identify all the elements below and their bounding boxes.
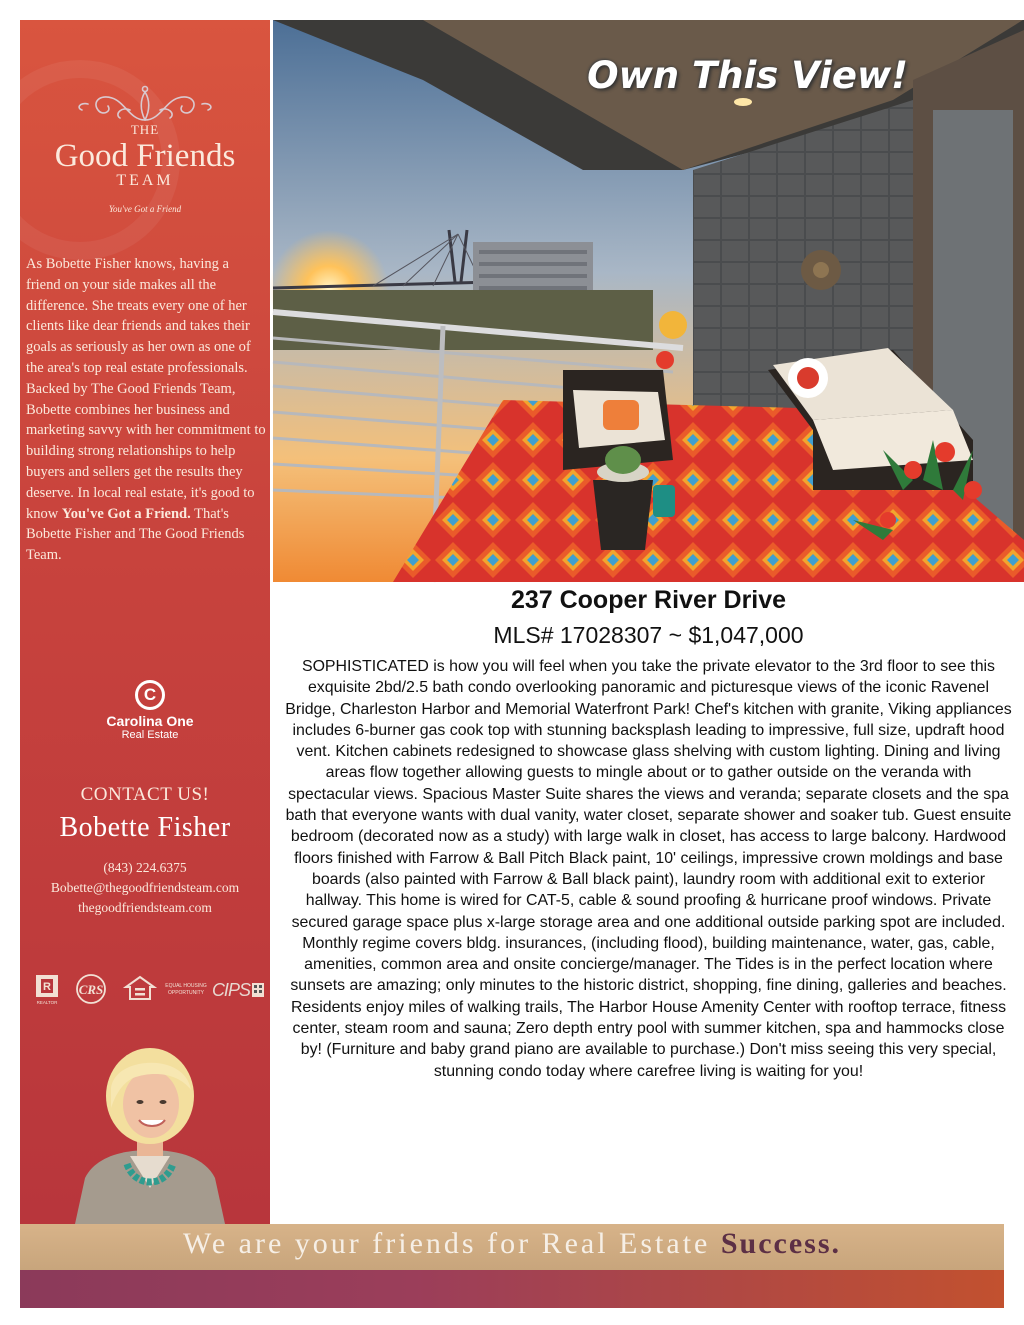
property-photo bbox=[273, 20, 1024, 582]
logo-the: THE bbox=[130, 122, 160, 137]
listing-headline: Own This View! bbox=[587, 54, 908, 97]
crs-label: CRS bbox=[78, 982, 104, 997]
bio-end: That's Bobette Fisher and The Good Friends Team. bbox=[26, 505, 245, 564]
equal-housing-text-icon bbox=[165, 974, 207, 1006]
agent-bio bbox=[26, 254, 266, 566]
agent-name: Bobette Fisher bbox=[59, 812, 231, 843]
agent-portrait bbox=[75, 1038, 225, 1224]
svg-text:EQUAL HOUSING: EQUAL HOUSING bbox=[165, 983, 207, 989]
team-logo bbox=[20, 80, 270, 214]
bio-emphasis: You've Got a Friend. bbox=[61, 505, 191, 522]
listing-address: 237 Cooper River Drive bbox=[510, 586, 787, 614]
svg-text:OPPORTUNITY: OPPORTUNITY bbox=[167, 990, 204, 996]
brokerage-logo bbox=[80, 680, 220, 741]
listing-mls-price: MLS# 17028307 ~ $1,047,000 bbox=[493, 622, 804, 648]
listing-description: SOPHISTICATED is how you will feel when you take the private elevator to the 3rd floor to see this exquisite 2bd/2.5 bath condo overlooking panoramic and picturesque views of the iconic Ravenel Bridge, Charleston Harbor and Memorial Waterfront Park! Chef's kitchen with granite, Viking appliances includes 6-burner gas cook top with stunning backsplash leading to impressive, full size, updraft hood vent. Kitchen cabinets redesigned to showcase glass shelving with custom lighting. Dining and living areas flow together allowing guests to mingle about or to gather outside on the veranda with spectacular views. Spacious Master Suite shares the views and veranda; separate closets and the spa bath that everyone wants with dual vanity, water closet, separate shower and soaker tub. Guest ensuite bedroom (decorated now as a study) with large walk in closet, has access to large balcony. Hardwood floors finished with Farrow & Ball Pitch Black paint, 10' ceilings, impressive crown moldings and base boards (also painted with Farrow & Ball black paint), laundry room with additional exit to exterior hallway. This home is wired for CAT-5, cable & sound proofing & hurricane proof windows. Private secured garage space plus x-large storage area and one additional outside parking spot are included. Monthly regime covers bldg. insurances, (including flood), building maintenance, water, gas, cable, amenities, common area and onsite concierge/manager. The Tides is in the perfect location where sunsets are amazing; only minutes to the historic district, shopping, fine dining, galleries and beaches. Residents enjoy miles of walking trails, The Harbor House Amenity Center with rooftop terrace, fitness center, steam room and sauna; Zero depth entry pool with summer kitchen, spa and hammocks close by! (Furniture and baby grand piano are available to purchase.) Don't miss seeing this very special, stunning condo today where carefree living is waiting for you! bbox=[285, 658, 1012, 1080]
contact-phone[interactable]: (843) 224.6375 bbox=[103, 860, 187, 875]
equal-housing-icon bbox=[120, 974, 160, 1006]
footer-gradient-bar bbox=[20, 1270, 1004, 1308]
svg-text:R: R bbox=[43, 981, 51, 993]
logo-team: TEAM bbox=[116, 172, 174, 189]
footer-tagline-text: We are your friends for Real Estate bbox=[182, 1227, 711, 1260]
contact-website[interactable]: thegoodfriendsteam.com bbox=[78, 900, 212, 915]
logo-name: Good Friends bbox=[54, 138, 236, 174]
balcony-scene bbox=[273, 20, 1024, 582]
realtor-icon bbox=[32, 974, 62, 1006]
cips-label: CIPS bbox=[211, 979, 250, 1000]
crs-icon bbox=[71, 974, 111, 1006]
carolina-one-mark-icon: C bbox=[135, 680, 165, 710]
bio-intro: As Bobette Fisher knows, having a friend on your side makes all the difference. She treats every one of her clients like dear friends and takes their goals as seriously as her own as one of the area's top real estate professionals. Backed by The Good Friends Team, Bobette combines her business and marketing savvy with her commitment to building strong relationships to help buyers and sellers get the results they deserve. In local real estate, it's good to know bbox=[26, 256, 266, 522]
certification-badges bbox=[32, 972, 264, 1008]
cips-icon bbox=[212, 974, 264, 1006]
contact-heading: CONTACT US! bbox=[80, 784, 210, 805]
contact-block bbox=[20, 784, 270, 918]
logo-tagline: You've Got a Friend bbox=[108, 204, 182, 214]
brokerage-sub: Real Estate bbox=[121, 729, 179, 741]
ornament-icon bbox=[70, 80, 220, 128]
realtor-label: REALTOR bbox=[36, 1000, 58, 1005]
footer-tagline-accent: Success. bbox=[720, 1227, 842, 1260]
contact-email[interactable]: Bobette@thegoodfriendsteam.com bbox=[50, 880, 240, 895]
footer-tagline bbox=[20, 1227, 1004, 1261]
agent-sidebar bbox=[20, 20, 270, 1224]
brokerage-name: Carolina One bbox=[106, 713, 194, 729]
